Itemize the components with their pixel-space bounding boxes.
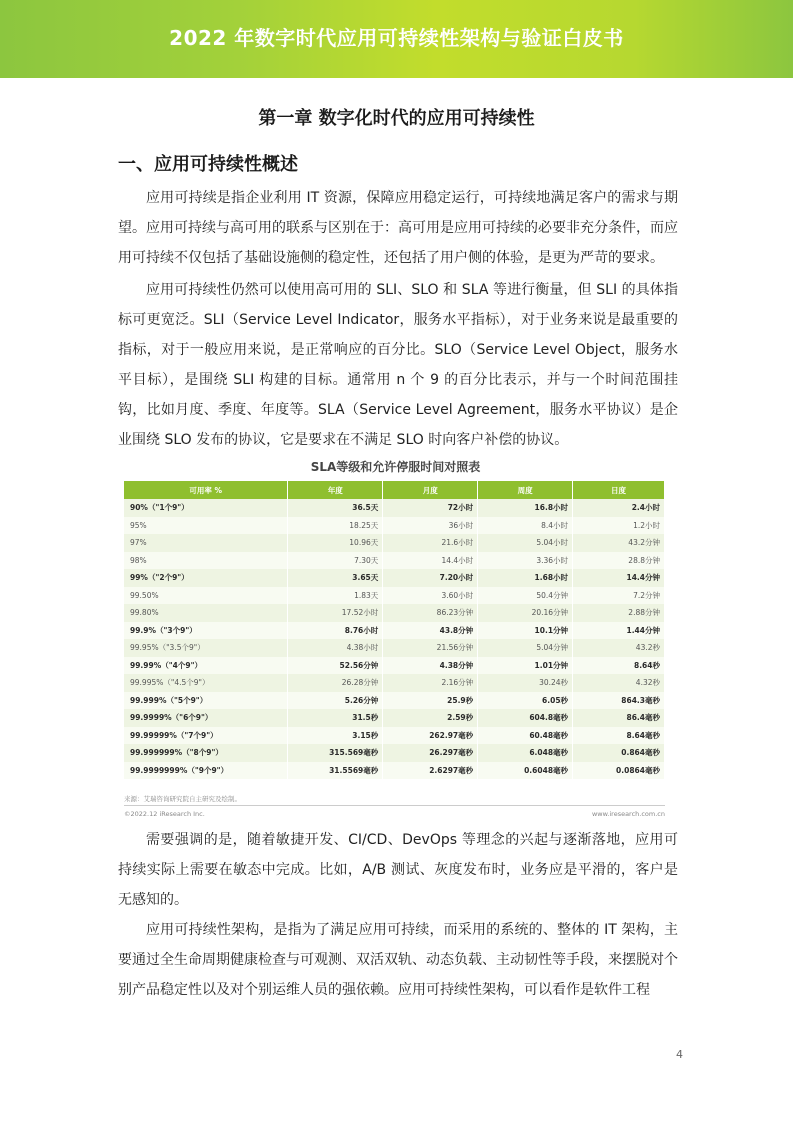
cell-day: 28.8分钟	[573, 552, 665, 570]
cell-month: 2.6297毫秒	[383, 762, 478, 780]
cell-availability: 99.99999%（"7个9"）	[124, 727, 288, 745]
cell-year: 5.26分钟	[288, 692, 383, 710]
cell-month: 262.97毫秒	[383, 727, 478, 745]
cell-week: 1.01分钟	[478, 657, 573, 675]
cell-day: 864.3毫秒	[573, 692, 665, 710]
divider	[124, 805, 665, 806]
cell-week: 20.16分钟	[478, 604, 573, 622]
cell-day: 8.64毫秒	[573, 727, 665, 745]
cell-month: 2.16分钟	[383, 674, 478, 692]
paragraph-1: 应用可持续是指企业利用 IT 资源，保障应用稳定运行，可持续地满足客户的需求与期望。应用可持续与高可用的联系与区别在于：高可用是应用可持续的必要非充分条件，而应用可持续不仅包括了基础设施侧的稳定性，还包括了用户侧的体验，是更为严苛的要求。	[118, 190, 678, 266]
cell-availability: 99%（"2个9"）	[124, 569, 288, 587]
cell-day: 43.2分钟	[573, 534, 665, 552]
paragraph-2: 应用可持续性仍然可以使用高可用的 SLI、SLO 和 SLA 等进行衡量，但 SLI 的具体指标可更宽泛。SLI（Service Level Indicator，服务水平指标），对于业务来说是最重要的指标，对于一般应用来说，是正常响应的百分比。SLO（Service Level Object，服务水平目标），是围绕 SLI 构建的目标。通常用 n 个 9 的百分比表示，并与一个时间范围挂钩，比如月度、季度、年度等。SLA（Service Level Agreement，服务水平协议）是企业围绕 SLO 发布的协议，它是要求在不满足 SLO 时向客户补偿的协议。	[118, 282, 678, 448]
cell-day: 1.44分钟	[573, 622, 665, 640]
table-body	[124, 499, 665, 779]
document-title: 2022 年数字时代应用可持续性架构与验证白皮书	[169, 26, 624, 50]
table-row	[124, 534, 665, 552]
table-source-note: 来源：艾瑞咨询研究院自主研究及绘制。	[124, 795, 241, 803]
cell-day: 0.864毫秒	[573, 744, 665, 762]
cell-month: 4.38分钟	[383, 657, 478, 675]
table-row	[124, 744, 665, 762]
section-heading: 一、应用可持续性概述	[118, 154, 298, 175]
cell-year: 10.96天	[288, 534, 383, 552]
cell-availability: 98%	[124, 552, 288, 570]
cell-week: 60.48毫秒	[478, 727, 573, 745]
cell-week: 30.24秒	[478, 674, 573, 692]
cell-availability: 99.80%	[124, 604, 288, 622]
column-header-week: 周度	[478, 481, 573, 499]
cell-year: 18.25天	[288, 517, 383, 535]
cell-day: 86.4毫秒	[573, 709, 665, 727]
cell-year: 3.65天	[288, 569, 383, 587]
cell-month: 7.20小时	[383, 569, 478, 587]
cell-year: 8.76小时	[288, 622, 383, 640]
table-row	[124, 587, 665, 605]
cell-year: 31.5秒	[288, 709, 383, 727]
cell-day: 2.88分钟	[573, 604, 665, 622]
cell-year: 3.15秒	[288, 727, 383, 745]
cell-day: 7.2分钟	[573, 587, 665, 605]
cell-availability: 99.995%（"4.5个9"）	[124, 674, 288, 692]
cell-year: 36.5天	[288, 499, 383, 517]
cell-month: 14.4小时	[383, 552, 478, 570]
table-row	[124, 727, 665, 745]
chapter-title: 第一章 数字化时代的应用可持续性	[258, 108, 535, 129]
copyright-text: ©2022.12 iResearch Inc.	[124, 810, 205, 818]
table-row	[124, 639, 665, 657]
column-header-day: 日度	[573, 481, 665, 499]
cell-availability: 99.95%（"3.5个9"）	[124, 639, 288, 657]
cell-week: 10.1分钟	[478, 622, 573, 640]
cell-availability: 99.50%	[124, 587, 288, 605]
cell-month: 25.9秒	[383, 692, 478, 710]
cell-month: 21.6小时	[383, 534, 478, 552]
page-number: 4	[676, 1048, 683, 1061]
cell-availability: 99.99%（"4个9"）	[124, 657, 288, 675]
cell-month: 72小时	[383, 499, 478, 517]
column-header-month: 月度	[383, 481, 478, 499]
cell-month: 86.23分钟	[383, 604, 478, 622]
header-banner	[0, 0, 793, 78]
table-row	[124, 622, 665, 640]
cell-year: 52.56分钟	[288, 657, 383, 675]
column-header-availability: 可用率 %	[124, 481, 288, 499]
cell-availability: 97%	[124, 534, 288, 552]
table-row	[124, 657, 665, 675]
cell-week: 6.05秒	[478, 692, 573, 710]
table-title: SLA等级和允许停服时间对照表	[310, 460, 481, 474]
cell-availability: 99.9%（"3个9"）	[124, 622, 288, 640]
cell-availability: 95%	[124, 517, 288, 535]
cell-week: 0.6048毫秒	[478, 762, 573, 780]
cell-week: 5.04小时	[478, 534, 573, 552]
table-row	[124, 517, 665, 535]
cell-month: 26.297毫秒	[383, 744, 478, 762]
cell-week: 50.4分钟	[478, 587, 573, 605]
paragraph-3: 需要强调的是，随着敏捷开发、CI/CD、DevOps 等理念的兴起与逐渐落地，应用可持续实际上需要在敏态中完成。比如，A/B 测试、灰度发布时，业务应是平滑的，客户是无感知的。	[118, 832, 678, 908]
cell-availability: 99.9999%（"6个9"）	[124, 709, 288, 727]
cell-availability: 99.9999999%（"9个9"）	[124, 762, 288, 780]
cell-availability: 99.999999%（"8个9"）	[124, 744, 288, 762]
cell-week: 6.048毫秒	[478, 744, 573, 762]
cell-day: 8.64秒	[573, 657, 665, 675]
cell-availability: 90%（"1个9"）	[124, 499, 288, 517]
paragraph-4: 应用可持续性架构，是指为了满足应用可持续，而采用的系统的、整体的 IT 架构，主要通过全生命周期健康检查与可观测、双活双轨、动态负载、主动韧性等手段，来摆脱对个别产品稳定性以及对个别运维人员的强依赖。应用可持续性架构，可以看作是软件工程	[118, 922, 678, 998]
table-row	[124, 674, 665, 692]
cell-year: 17.52小时	[288, 604, 383, 622]
cell-week: 3.36小时	[478, 552, 573, 570]
cell-day: 4.32秒	[573, 674, 665, 692]
sla-table	[124, 481, 665, 779]
cell-year: 26.28分钟	[288, 674, 383, 692]
table-row	[124, 709, 665, 727]
cell-year: 4.38小时	[288, 639, 383, 657]
cell-week: 1.68小时	[478, 569, 573, 587]
cell-month: 2.59秒	[383, 709, 478, 727]
table-row	[124, 552, 665, 570]
cell-day: 14.4分钟	[573, 569, 665, 587]
website-text: www.iresearch.com.cn	[591, 810, 665, 818]
table-row	[124, 569, 665, 587]
table-row	[124, 762, 665, 780]
cell-day: 0.0864毫秒	[573, 762, 665, 780]
cell-month: 3.60小时	[383, 587, 478, 605]
table-row	[124, 499, 665, 517]
table-row	[124, 692, 665, 710]
table-row	[124, 604, 665, 622]
cell-month: 43.8分钟	[383, 622, 478, 640]
cell-year: 31.5569毫秒	[288, 762, 383, 780]
cell-day: 1.2小时	[573, 517, 665, 535]
cell-day: 2.4小时	[573, 499, 665, 517]
cell-week: 604.8毫秒	[478, 709, 573, 727]
cell-week: 5.04分钟	[478, 639, 573, 657]
column-header-year: 年度	[288, 481, 383, 499]
cell-availability: 99.999%（"5个9"）	[124, 692, 288, 710]
cell-year: 1.83天	[288, 587, 383, 605]
cell-year: 315.569毫秒	[288, 744, 383, 762]
cell-week: 8.4小时	[478, 517, 573, 535]
cell-month: 36小时	[383, 517, 478, 535]
sla-table-figure	[118, 458, 673, 823]
cell-year: 7.30天	[288, 552, 383, 570]
cell-week: 16.8小时	[478, 499, 573, 517]
cell-month: 21.56分钟	[383, 639, 478, 657]
cell-day: 43.2秒	[573, 639, 665, 657]
table-header-row	[124, 481, 665, 499]
